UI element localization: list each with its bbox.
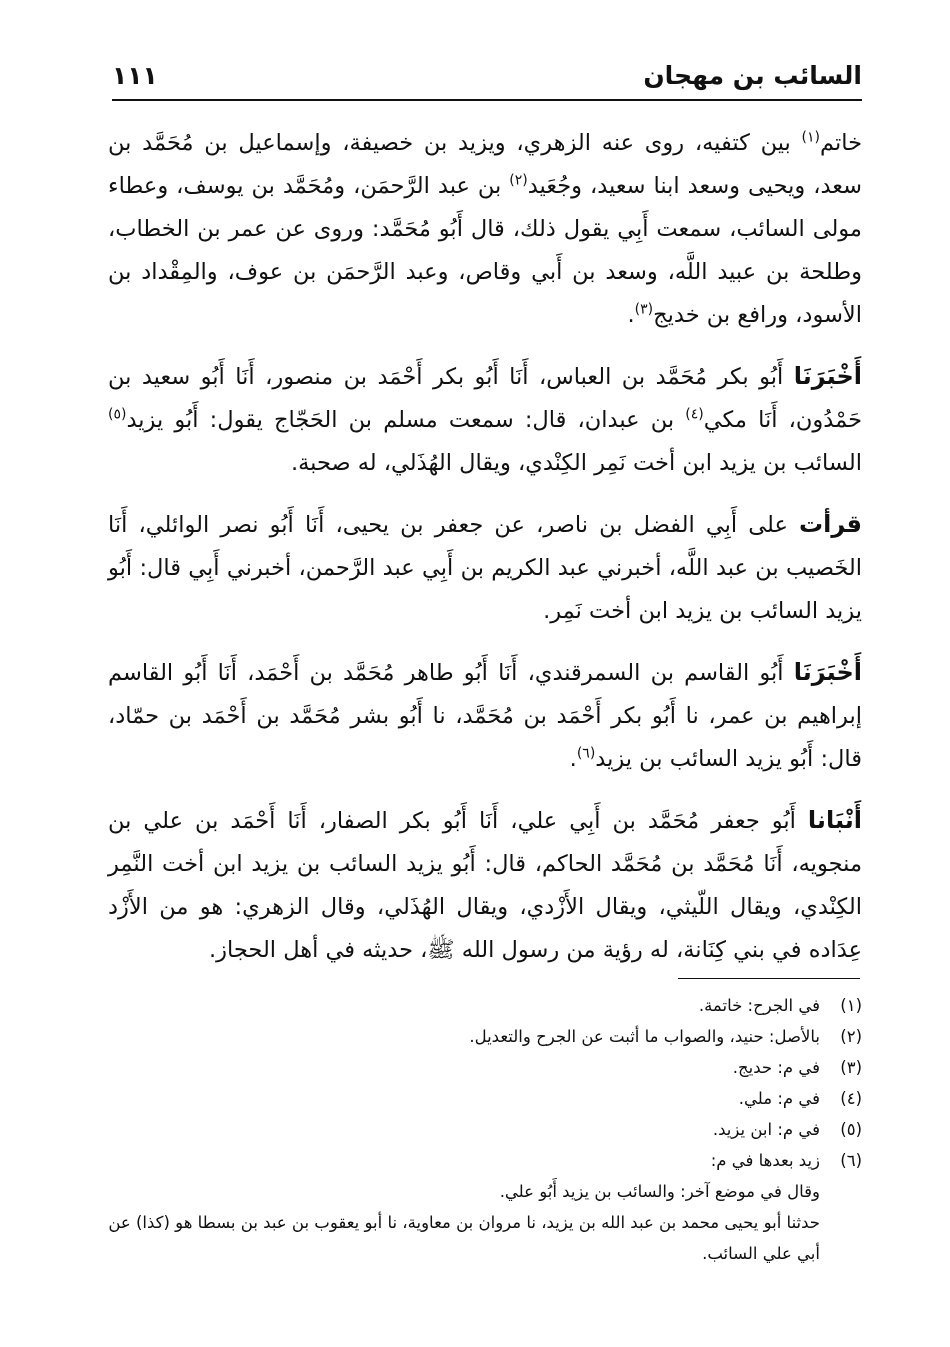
- text-segment: .: [627, 302, 635, 328]
- footnote-text: في م: ملي.: [738, 1089, 820, 1108]
- footnote-number: (٤): [840, 1089, 862, 1108]
- footnote-continuation: حدثنا أبو يحيى محمد بن عبد الله بن يزيد، نا مروان بن معاوية، نا أبو يعقوب بن عبد بن بسطا هو (كذا) عن أبي علي السائب.: [108, 1213, 820, 1263]
- paragraph-lead-word: أَخْبَرَنَا: [793, 658, 862, 686]
- text-segment: السائب بن يزيد ابن أخت نَمِر الكِنْدي، ويقال الهُذَلي، له صحبة.: [290, 450, 862, 476]
- paragraph: [108, 651, 862, 781]
- footnote-separator: [678, 978, 860, 979]
- footnote-number: (٢): [840, 1027, 862, 1046]
- footnote: [108, 1083, 862, 1114]
- paragraph-lead-word: أَخْبَرَنَا: [793, 362, 862, 390]
- footnote: [108, 1052, 862, 1083]
- paragraph-lead-word: قرأت: [799, 510, 862, 538]
- footnote: [108, 990, 862, 1021]
- footnote: [108, 1021, 862, 1052]
- footnote-text: في م: حديج.: [732, 1058, 820, 1077]
- paragraph: [108, 503, 862, 633]
- text-segment: أَبُو جعفر مُحَمَّد بن أَبِي علي، أَنَا أَبُو بكر الصفار، أَنَا أَحْمَد بن علي بن منجويه، أَنَا مُحَمَّد بن مُحَمَّد الحاكم، قال: أَبُو يزيد السائب بن يزيد ابن أخت النَّمِر الكِنْدي، ويقال اللّيثي، ويقال الأَزْدي، ويقال الهُذَلي، وقال الزهري: هو من الأَزْد عِدَاده في بني كِنَانة، له رؤية من رسول الله ﷺ، حديثه في أهل الحجاز.: [108, 808, 862, 963]
- page-number: ١١١: [112, 61, 158, 90]
- footnote-marker: (٤): [685, 406, 704, 423]
- footnote: [108, 1145, 862, 1176]
- paragraph: [108, 799, 862, 972]
- footnote-marker: (٢): [509, 172, 528, 189]
- footnote-number: (٦): [840, 1151, 862, 1170]
- text-segment: .: [569, 746, 577, 772]
- footnote-marker: (٥): [108, 406, 127, 423]
- footnote-text: بالأصل: حنيد، والصواب ما أثبت عن الجرح والتعديل.: [469, 1027, 820, 1046]
- running-title: السائب بن مهجان: [643, 61, 862, 90]
- footnote-text: زيد بعدها في م:: [710, 1151, 820, 1170]
- text-segment: أَبُو بكر مُحَمَّد بن العباس، أَنَا أَبُو بكر أَحْمَد بن منصور، أَنَا أَبُو سعيد بن حَمْدُون، أَنَا مكي: [108, 364, 862, 433]
- footnote-number: (١): [840, 996, 862, 1015]
- text-segment: بن عبدان، قال: سمعت مسلم بن الحَجّاج يقول: أَبُو يزيد: [126, 407, 686, 433]
- footnote-marker: (٦): [576, 745, 596, 762]
- page-header: [112, 55, 862, 101]
- footnotes: [108, 990, 862, 1269]
- text-segment: على أَبِي الفضل بن ناصر، عن جعفر بن يحيى، أَنَا أَبُو نصر الوائلي، أَنَا الخَصيب بن عبد اللَّه، أخبرني عبد الكريم بن أَبِي عبد الرَّحمن، أخبرني أَبِي قال: أَبُو يزيد السائب بن يزيد ابن أخت نَمِر.: [108, 512, 862, 624]
- text-segment: بين كتفيه، روى عنه الزهري، ويزيد بن خصيفة، وإسماعيل بن مُحَمَّد بن سعد، ويحيى وسعد ابنا سعيد، وجُعَيد: [108, 130, 862, 199]
- paragraph-lead-word: أَنْبَانا: [807, 806, 862, 834]
- footnote-number: (٣): [840, 1058, 862, 1077]
- footnote-number: (٥): [840, 1120, 862, 1139]
- text-segment: أَبُو القاسم بن السمرقندي، أَنَا أَبُو طاهر مُحَمَّد بن أَحْمَد، أَنَا أَبُو القاسم إبراهيم بن عمر، نا أَبُو بكر أَحْمَد بن مُحَمَّد، نا أَبُو بشر مُحَمَّد بن أَحْمَد بن حمّاد، قال: أَبُو يزيد السائب بن يزيد: [108, 660, 862, 772]
- text-segment: بن عبد الرَّحمَن، ومُحَمَّد بن يوسف، وعطاء مولى السائب، سمعت أَبِي يقول ذلك، قال أَبُو مُحَمَّد: وروى عن عمر بن الخطاب، وطلحة بن عبيد اللَّه، وسعد بن أَبي وقاص، وعبد الرَّحمَن بن عوف، والمِقْداد بن الأسود، ورافع بن خديج: [108, 173, 862, 328]
- main-text: [108, 122, 862, 990]
- footnote: [108, 1114, 862, 1145]
- paragraph: [108, 122, 862, 337]
- footnote-text: في الجرح: خاتمة.: [698, 996, 820, 1015]
- footnote-continuation: وقال في موضع آخر: والسائب بن يزيد أَبُو علي.: [499, 1182, 820, 1201]
- footnote-text: في م: ابن يزيد.: [712, 1120, 820, 1139]
- text-segment: خاتم: [819, 130, 862, 156]
- footnote-marker: (٣): [634, 301, 654, 318]
- footnote-marker: (١): [801, 129, 820, 146]
- paragraph: [108, 355, 862, 485]
